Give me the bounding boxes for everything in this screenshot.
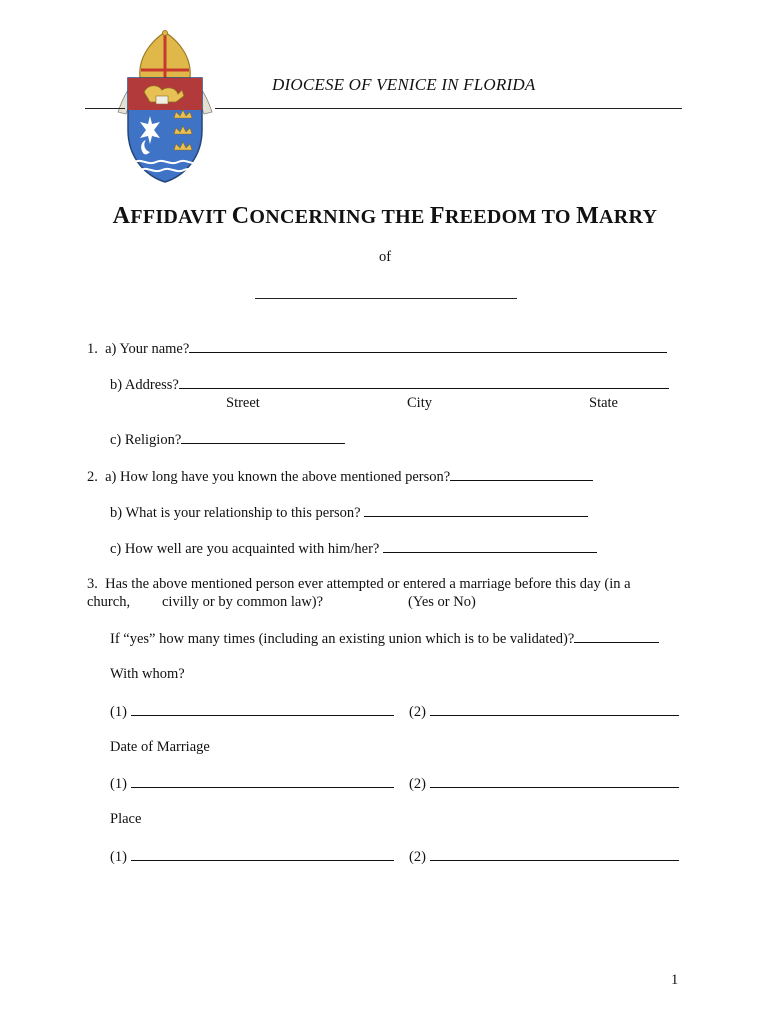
with-whom-row-2 bbox=[409, 702, 679, 721]
date-2-field[interactable] bbox=[430, 774, 679, 788]
q2-how-long-row bbox=[87, 467, 593, 486]
address-street-label: Street bbox=[226, 395, 260, 411]
place-1-field[interactable] bbox=[131, 847, 394, 861]
item-1-label: (1) bbox=[110, 704, 131, 720]
item-2-label: (2) bbox=[409, 776, 430, 792]
diocese-name: DIOCESE OF VENICE IN FLORIDA bbox=[272, 75, 536, 94]
item-2-label: (2) bbox=[409, 849, 430, 865]
q1-religion-label: c) Religion? bbox=[110, 432, 182, 448]
q1-name-row bbox=[87, 339, 667, 358]
acquainted-field[interactable] bbox=[383, 539, 597, 553]
address-city-label: City bbox=[407, 395, 432, 411]
q3-question-line2-b: civilly or by common law)? bbox=[162, 594, 324, 610]
item-2-label: (2) bbox=[409, 704, 430, 720]
place-2-field[interactable] bbox=[430, 847, 679, 861]
q1-name-label: 1. a) Your name? bbox=[87, 341, 190, 357]
subject-name-field[interactable] bbox=[255, 298, 517, 299]
religion-field[interactable] bbox=[181, 430, 345, 444]
item-1-label: (1) bbox=[110, 776, 131, 792]
address-field[interactable] bbox=[179, 375, 669, 389]
with-whom-2-field[interactable] bbox=[430, 702, 679, 716]
q3-question-line1: 3. Has the above mentioned person ever attempted or entered a marriage before this day (in a bbox=[87, 576, 631, 592]
diocese-crest-logo bbox=[110, 30, 220, 190]
q2-acquainted-row bbox=[110, 539, 597, 558]
document-title: AFFIDAVIT CONCERNING THE FREEDOM TO MARRY bbox=[112, 203, 658, 229]
q2-acquainted-label: c) How well are you acquainted with him/her? bbox=[110, 541, 383, 557]
with-whom-1-field[interactable] bbox=[131, 702, 394, 716]
date-1-field[interactable] bbox=[131, 774, 394, 788]
header-rule-left bbox=[85, 108, 125, 109]
place-row-2 bbox=[409, 847, 679, 866]
relationship-field[interactable] bbox=[364, 503, 588, 517]
subtitle-of: of bbox=[378, 249, 392, 265]
q2-how-long-label: 2. a) How long have you known the above mentioned person? bbox=[87, 469, 451, 485]
q2-relationship-row bbox=[110, 503, 588, 522]
how-long-field[interactable] bbox=[450, 467, 593, 481]
address-state-label: State bbox=[589, 395, 618, 411]
q2-relationship-label: b) What is your relationship to this person? bbox=[110, 505, 365, 521]
name-field[interactable] bbox=[189, 339, 667, 353]
times-field[interactable] bbox=[574, 629, 659, 643]
q3-times-row bbox=[110, 629, 659, 648]
q1-address-row bbox=[110, 375, 669, 394]
page-number: 1 bbox=[671, 972, 679, 988]
q3-yes-no: (Yes or No) bbox=[408, 594, 476, 610]
item-1-label: (1) bbox=[110, 849, 131, 865]
q3-place-label: Place bbox=[110, 811, 142, 827]
q3-question-line2-a: church, bbox=[87, 594, 131, 610]
place-row bbox=[110, 847, 394, 866]
header-rule-right bbox=[215, 108, 682, 109]
q3-times-label: If “yes” how many times (including an existing union which is to be validated)? bbox=[110, 631, 575, 647]
date-row bbox=[110, 774, 394, 793]
q1-religion-row bbox=[110, 430, 345, 449]
q3-with-whom-label: With whom? bbox=[110, 666, 185, 682]
date-row-2 bbox=[409, 774, 679, 793]
q1-address-label: b) Address? bbox=[110, 377, 179, 393]
q3-date-label: Date of Marriage bbox=[110, 739, 210, 755]
with-whom-row bbox=[110, 702, 394, 721]
